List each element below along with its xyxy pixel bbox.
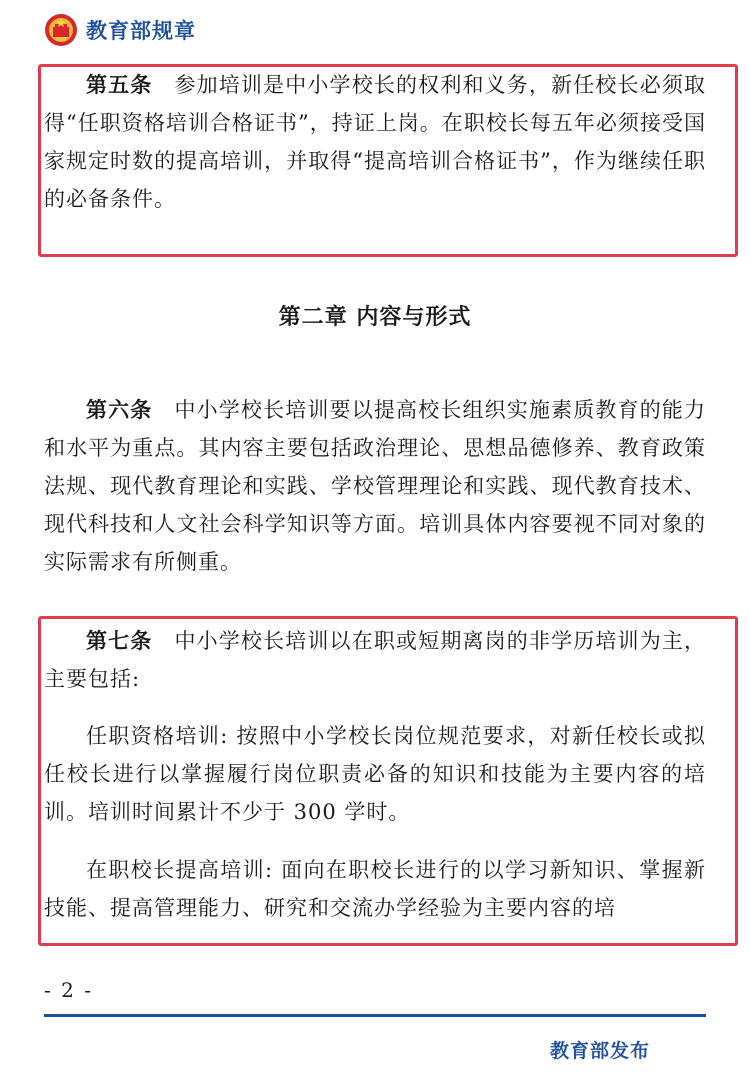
article-7-item-2: 在职校长提高培训: 面向在职校长进行的以学习新知识、掌握新技能、提高管理能力、研究和交流办学经验为主要内容的培 bbox=[44, 858, 706, 920]
header-title: 教育部规章 bbox=[86, 19, 196, 43]
page-number: - 2 - bbox=[44, 978, 93, 1002]
article-6 bbox=[44, 391, 706, 581]
article-5 bbox=[44, 66, 706, 218]
chapter-title: 第二章 内容与形式 bbox=[278, 305, 472, 330]
article-6-number: 第六条 bbox=[86, 398, 153, 422]
article-7-number: 第七条 bbox=[86, 629, 153, 653]
article-5-number: 第五条 bbox=[86, 73, 153, 97]
national-emblem-icon bbox=[44, 13, 78, 47]
article-5-text: 参加培训是中小学校长的权利和义务，新任校长必须取得“任职资格培训合格证书”，持证上岗。在职校长每五年必须接受国家规定时数的提高培训，并取得“提高培训合格证书”，作为继续任职的必备条件。 bbox=[44, 73, 707, 211]
page-header bbox=[44, 8, 196, 52]
footer-divider bbox=[44, 1014, 706, 1017]
article-6-text: 中小学校长培训要以提高校长组织实施素质教育的能力和水平为重点。其内容主要包括政治理论、思想品德修养、教育政策法规、现代教育理论和实践、学校管理理论和实践、现代教育技术、现代科技和人文社会科学知识等方面。培训具体内容要视不同对象的实际需求有所侧重。 bbox=[44, 398, 707, 574]
article-7-text: 中小学校长培训以在职或短期离岗的非学历培训为主，主要包括: bbox=[44, 629, 707, 691]
article-7 bbox=[44, 622, 706, 698]
footer-publisher: 教育部发布 bbox=[549, 1040, 650, 1062]
article-7-item-1: 任职资格培训: 按照中小学校长岗位规范要求，对新任校长或拟任校长进行以掌握履行岗位职责必备的知识和技能为主要内容的培训。培训时间累计不少于 300 学时。 bbox=[44, 724, 706, 824]
